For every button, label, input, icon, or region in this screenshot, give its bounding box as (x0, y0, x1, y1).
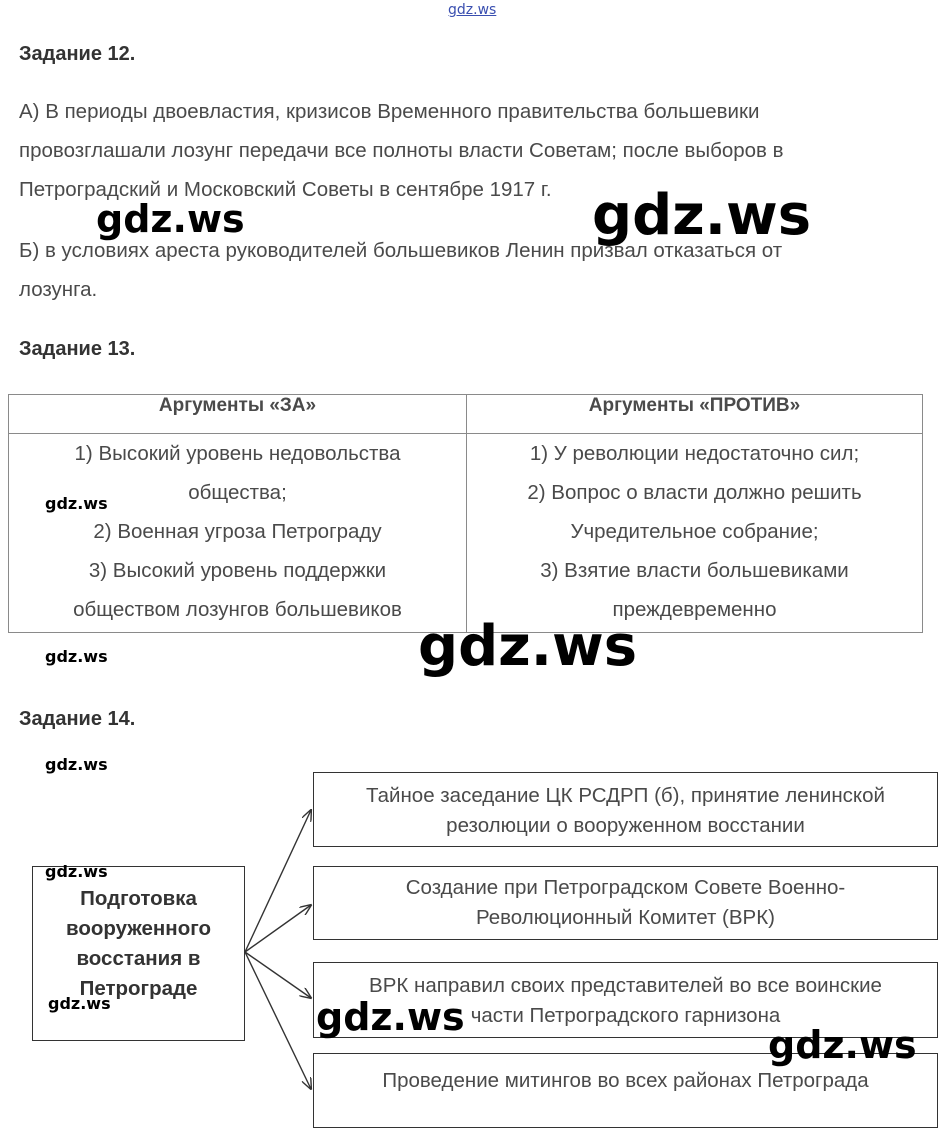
text-line: преждевременно (612, 598, 777, 621)
text-line: обществом лозунгов большевиков (73, 598, 402, 621)
arrow-2 (245, 905, 311, 952)
text-line: восстания в (76, 947, 201, 970)
text-line: 3) Высокий уровень поддержки (88, 559, 387, 582)
watermark: gdz.ws (45, 862, 108, 881)
watermark: gdz.ws (45, 647, 108, 666)
text-line: Тайное заседание ЦК РСДРП (б), принятие ленинской (366, 784, 885, 807)
watermark: gdz.ws (45, 755, 108, 774)
watermark: gdz.ws (48, 994, 111, 1013)
diagram-item-box (313, 866, 938, 940)
text-line: лозунга. (19, 278, 98, 301)
watermark: gdz.ws (316, 995, 465, 1039)
text-line: вооруженного (65, 917, 212, 940)
text-line: 3) Взятие власти большевиками (540, 559, 849, 582)
watermark: gdz.ws (45, 494, 108, 513)
task12-title: Задание 12. (19, 43, 136, 65)
text-line: Подготовка (80, 887, 197, 910)
diagram-main-box (32, 862, 245, 1041)
text-line: Создание при Петроградском Совете Военно- (405, 876, 846, 899)
text-line: Петрограде (79, 977, 198, 1000)
watermark: gdz.ws (592, 183, 812, 248)
arrow-1 (245, 810, 311, 952)
text-line: Петроградский и Московский Советы в сентябре 1917 г. (19, 178, 552, 201)
text-line: ВРК направил своих представителей во все воинские (369, 974, 882, 997)
text-line: Б) в условиях ареста руководителей большевиков Ленин призвал отказаться от (19, 239, 783, 262)
text-line: Проведение митингов во всех районах Петрограда (382, 1069, 869, 1092)
text-line: Революционный Комитет (ВРК) (475, 906, 776, 929)
text-line: общества; (188, 481, 287, 504)
text-line: 1) У революции недостаточно сил; (529, 442, 860, 465)
task13-title: Задание 13. (19, 338, 136, 360)
text-line: Учредительное собрание; (570, 520, 819, 543)
diagram-item-box (313, 772, 938, 847)
text-line: части Петроградского гарнизона (470, 1004, 781, 1027)
watermark: gdz.ws (418, 614, 638, 679)
text-line: 1) Высокий уровень недовольства (74, 442, 401, 465)
header-against: Аргументы «ПРОТИВ» (467, 395, 923, 434)
watermark: gdz.ws (96, 197, 245, 241)
text-line: провозглашали лозунг передачи все полноты власти Советам; после выборов в (19, 139, 784, 162)
task14-title: Задание 14. (19, 708, 136, 730)
watermark: gdz.ws (768, 1023, 917, 1067)
arrow-4 (245, 952, 311, 1089)
text-line: 2) Военная угроза Петрограду (93, 520, 382, 543)
arrow-3 (245, 952, 311, 998)
text-line: А) В периоды двоевластия, кризисов Временного правительства большевики (19, 100, 760, 123)
text-line: резолюции о вооруженном восстании (446, 814, 805, 837)
watermark-top: gdz.ws (448, 2, 497, 18)
header-for: Аргументы «ЗА» (9, 395, 467, 434)
text-line: 2) Вопрос о власти должно решить (527, 481, 862, 504)
